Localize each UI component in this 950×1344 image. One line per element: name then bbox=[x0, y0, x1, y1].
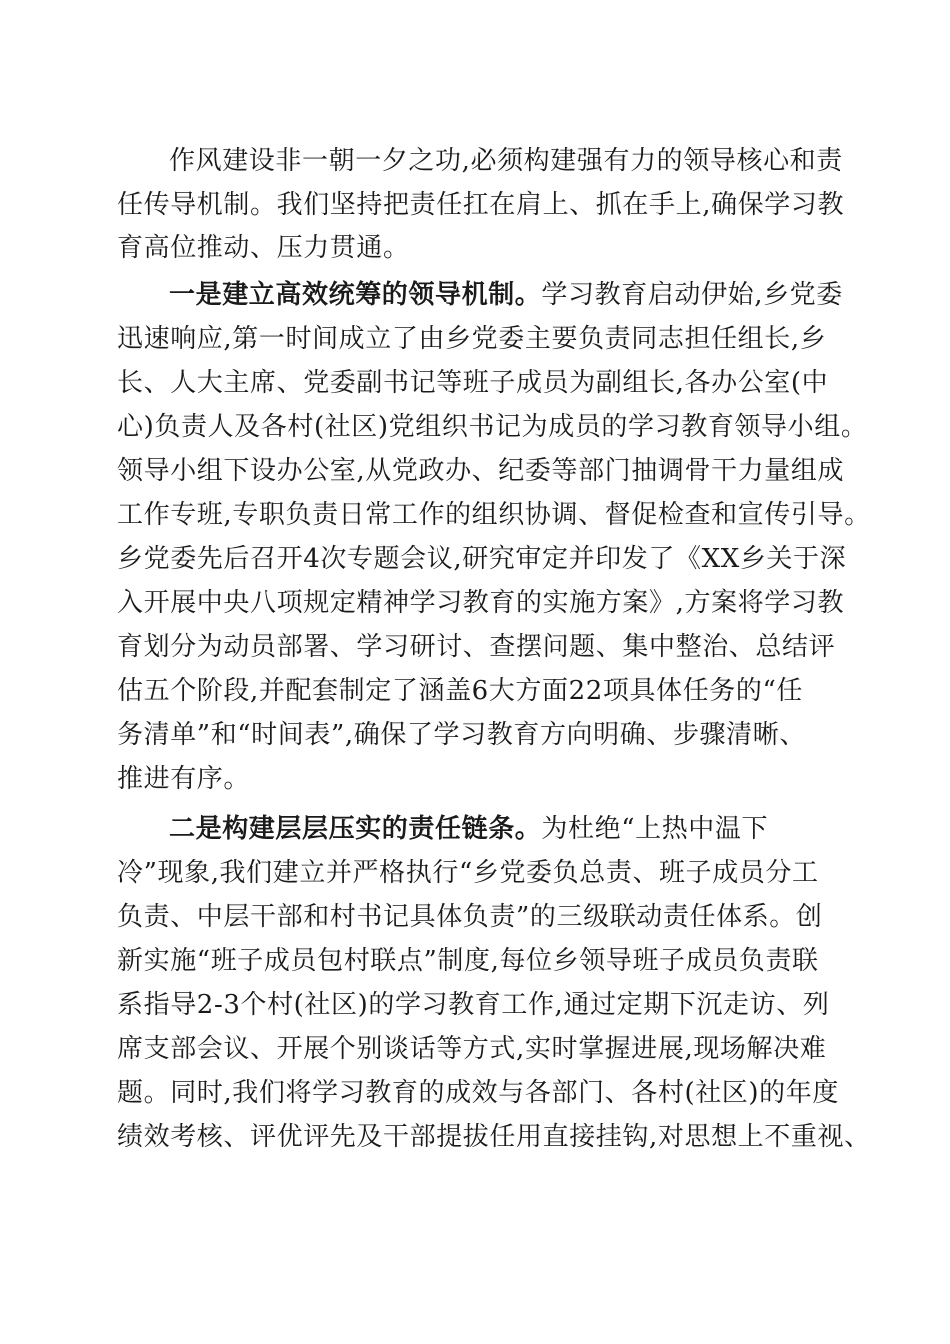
paragraph-2-line-10: 估五个阶段,并配套制定了涵盖6大方面22项具体任务的“任 bbox=[117, 676, 803, 706]
paragraph-3-line-6: 席支部会议、开展个别谈话等方式,实时掌握进展,现场解决难 bbox=[117, 1034, 827, 1064]
paragraph-3-line-4: 新实施“班子成员包村联点”制度,每位乡领导班子成员负责联 bbox=[117, 946, 819, 976]
paragraph-2-line-11: 务清单”和“时间表”,确保了学习教育方向明确、步骤清晰、 bbox=[117, 720, 806, 750]
paragraph-2-line-2: 迅速响应,第一时间成立了由乡党委主要负责同志担任组长,乡 bbox=[117, 324, 827, 354]
paragraph-3-heading: 二是构建层层压实的责任链条。 bbox=[169, 814, 542, 844]
paragraph-2-line-1-text: 学习教育启动伊始,乡党委 bbox=[541, 280, 843, 310]
paragraph-3-line-1-text: 为杜绝“上热中温下 bbox=[541, 814, 769, 844]
paragraph-3-line-7: 题。同时,我们将学习教育的成效与各部门、各村(社区)的年度 bbox=[117, 1078, 839, 1108]
paragraph-2-line-12: 推进有序。 bbox=[117, 764, 251, 794]
paragraph-2-line-6: 工作专班,专职负责日常工作的组织协调、督促检查和宣传引导。 bbox=[117, 500, 871, 530]
paragraph-3-line-3: 负责、中层干部和村书记具体负责”的三级联动责任体系。创 bbox=[117, 902, 823, 932]
paragraph-2-line-3: 长、人大主席、党委副书记等班子成员为副组长,各办公室(中 bbox=[117, 368, 829, 398]
paragraph-3-line-5: 系指导2-3个村(社区)的学习教育工作,通过定期下沉走访、列 bbox=[117, 990, 830, 1020]
paragraph-2-line-5: 领导小组下设办公室,从党政办、纪委等部门抽调骨干力量组成 bbox=[117, 456, 845, 486]
paragraph-2-line-1 bbox=[169, 277, 843, 313]
paragraph-2-line-8: 入开展中央八项规定精神学习教育的实施方案》,方案将学习教 bbox=[117, 588, 845, 618]
paragraph-2-line-4: 心)负责人及各村(社区)党组织书记为成员的学习教育领导小组。 bbox=[117, 412, 868, 442]
paragraph-2-heading: 一是建立高效统筹的领导机制。 bbox=[169, 280, 542, 310]
paragraph-1-line-2: 任传导机制。我们坚持把责任扛在肩上、抓在手上,确保学习教 bbox=[117, 190, 845, 220]
paragraph-3-line-1 bbox=[169, 811, 827, 847]
paragraph-1-line-3: 育高位推动、压力贯通。 bbox=[117, 233, 410, 263]
paragraph-2-line-9: 育划分为动员部署、学习研讨、查摆问题、集中整治、总结评 bbox=[117, 632, 836, 662]
paragraph-3-line-2: 冷”现象,我们建立并严格执行“乡党委负总责、班子成员分工 bbox=[117, 858, 819, 888]
paragraph-1-line-1: 作风建设非一朝一夕之功,必须构建强有力的领导核心和责 bbox=[169, 146, 843, 176]
paragraph-3-line-8: 绩效考核、评优评先及干部提拔任用直接挂钩,对思想上不重视、 bbox=[117, 1122, 871, 1152]
paragraph-2-line-7: 乡党委先后召开4次专题会议,研究审定并印发了《XX乡关于深 bbox=[117, 544, 847, 574]
